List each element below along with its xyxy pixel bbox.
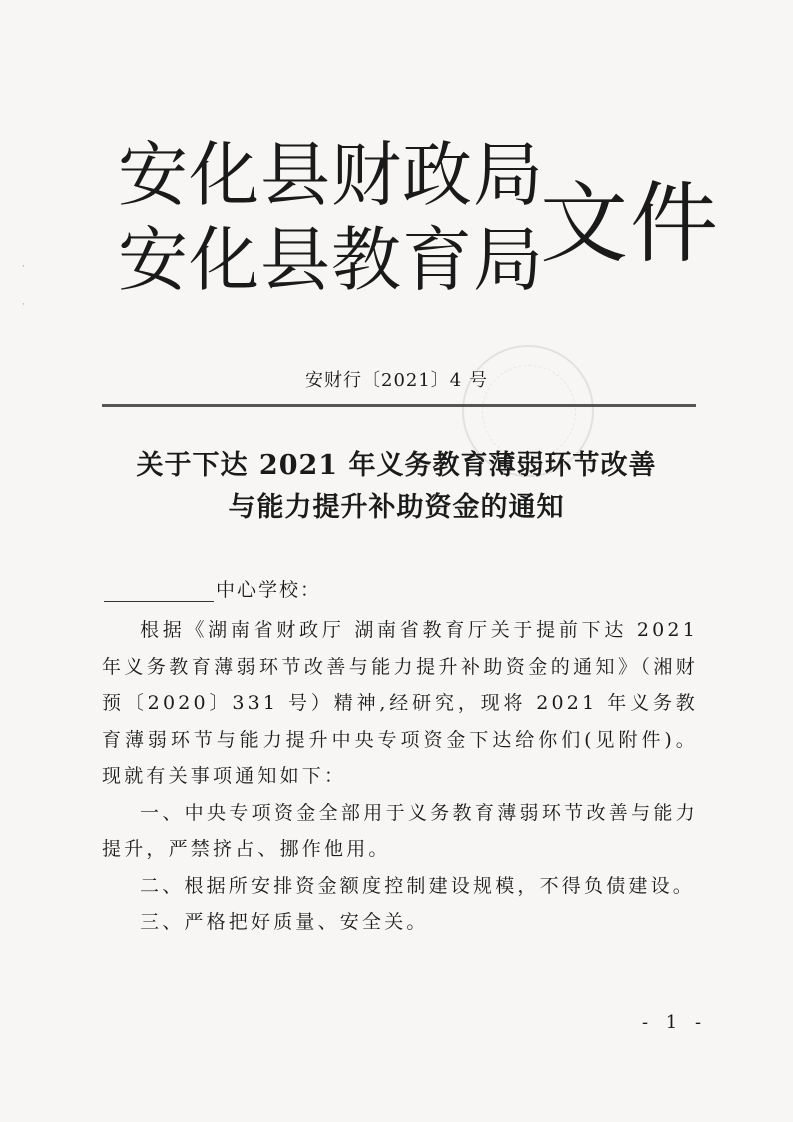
document-type-label: 文件 [540, 172, 721, 275]
document-header [118, 134, 721, 318]
body-paragraph: 根据《湖南省财政厅 湖南省教育厅关于提前下达 2021 年义务教育薄弱环节改善与能力提升补助资金的通知》（湘财预〔2020〕331 号）精神,经研究，现将 2021 年义务教育薄弱环节与能力提升中央专项资金下达给你们(见附件)。现就有关事项通知如下： [102, 619, 698, 787]
page-number: - 1 - [642, 1012, 708, 1033]
document-title-line-1: 关于下达 2021 年义务教育薄弱环节改善 [136, 450, 657, 481]
addressee [104, 575, 321, 602]
header-divider [102, 404, 696, 407]
document-title-line-2: 与能力提升补助资金的通知 [228, 492, 565, 523]
document-number: 安财行〔2021〕4 号 [305, 370, 488, 391]
body-paragraph: 三、严格把好质量、安全关。 [140, 911, 429, 933]
issuing-org-education: 安化县教育局 [118, 219, 544, 301]
addressee-label: 中心学校： [216, 579, 322, 601]
body-paragraph: 二、根据所安排资金额度控制建设规模，不得负债建设。 [140, 874, 696, 897]
scan-mark: · [22, 300, 25, 310]
document-body [102, 612, 698, 941]
scan-mark: · [22, 262, 25, 272]
issuing-org-finance: 安化县财政局 [118, 134, 544, 216]
body-paragraph: 一、中央专项资金全部用于义务教育薄弱环节改善与能力提升，严禁挤占、挪作他用。 [102, 801, 698, 860]
addressee-blank-line [104, 579, 214, 602]
